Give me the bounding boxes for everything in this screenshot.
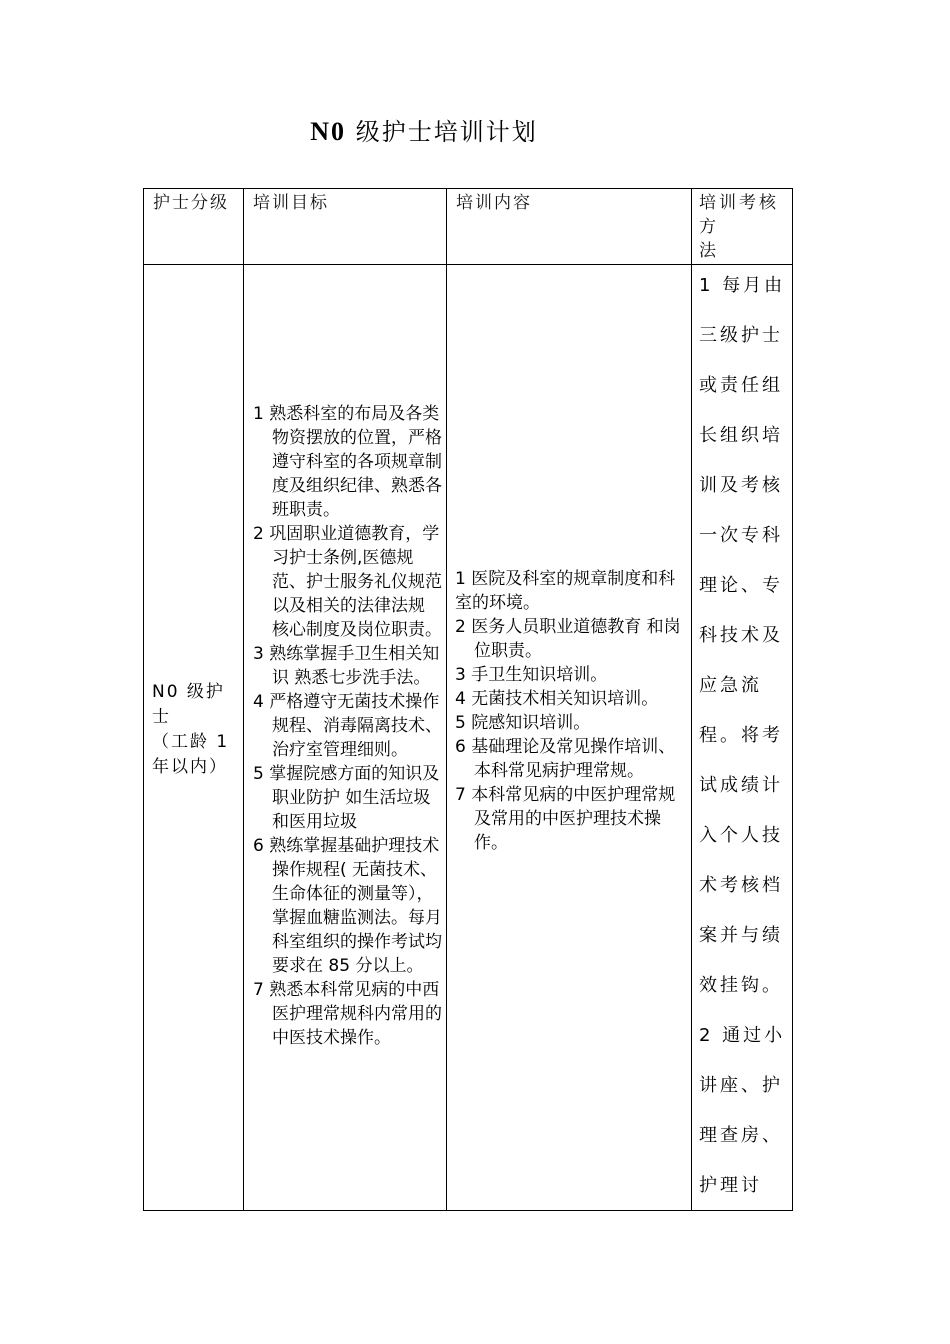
table-header-row bbox=[144, 189, 793, 265]
title-suffix: 级护士培训计划 bbox=[346, 118, 538, 146]
header-cell-level bbox=[144, 189, 244, 265]
content-item: 5 院感知识培训。 bbox=[455, 712, 591, 733]
header-content: 培训内容 bbox=[456, 193, 532, 213]
goal-item: 3 熟练掌握手卫生相关知识 熟悉七步洗手法。 bbox=[253, 643, 440, 688]
level-cell bbox=[144, 265, 244, 1211]
header-cell-content bbox=[447, 189, 692, 265]
goal-item: 5 掌握院感方面的知识及职业防护 如生活垃圾和医用垃圾 bbox=[253, 763, 440, 832]
content-item: 7 本科常见病的中医护理常规及常用的中医护理技术操作。 bbox=[455, 784, 676, 853]
content-item: 6 基础理论及常见操作培训、本科常见病护理常规。 bbox=[455, 736, 676, 781]
header-method: 培训考核方 法 bbox=[699, 193, 779, 261]
header-cell-goal bbox=[244, 189, 447, 265]
content-item: 4 无菌技术相关知识培训。 bbox=[455, 688, 659, 709]
header-goal: 培训目标 bbox=[253, 193, 329, 213]
goal-item: 2 巩固职业道德教育，学习护士条例,医德规范、护士服务礼仪规范以及相关的法律法规 核心制度及岗位职责。 bbox=[253, 523, 442, 640]
content-item: 3 手卫生知识培训。 bbox=[455, 664, 608, 685]
goal-item: 7 熟悉本科常见病的中西医护理常规科内常用的中医技术操作。 bbox=[253, 979, 442, 1048]
header-level: 护士分级 bbox=[153, 193, 229, 213]
header-cell-method bbox=[692, 189, 793, 265]
assessment-method: 1 每月由三级护士或责任组长组织培训及考核一次专科理论、专科技术及应急流程。将考试成绩计入个人技术考核档案并与绩效挂钩。2 通过小讲座、护理查房、护理讨 bbox=[699, 275, 786, 1196]
goal-list bbox=[244, 402, 446, 1050]
table-row bbox=[144, 265, 793, 1211]
document-title bbox=[0, 112, 848, 147]
title-prefix: N0 bbox=[310, 117, 347, 146]
nurse-level: N0 级护士 （工龄 1 年以内） bbox=[152, 681, 230, 777]
content-cell bbox=[447, 265, 692, 1211]
goal-item: 6 熟练掌握基础护理技术操作规程( 无菌技术、生命体征的测量等），掌握血糖监测法。每月科室组织的操作考试均要求在 85 分以上。 bbox=[253, 835, 442, 976]
goal-item: 4 严格遵守无菌技术操作规程、消毒隔离技术、治疗室管理细则。 bbox=[253, 691, 442, 760]
content-item: 2 医务人员职业道德教育 和岗位职责。 bbox=[455, 616, 681, 661]
method-cell bbox=[692, 265, 793, 1211]
content-list bbox=[447, 567, 691, 855]
goal-cell bbox=[244, 265, 447, 1211]
goal-item: 1 熟悉科室的布局及各类物资摆放的位置，严格遵守科室的各项规章制度及组织纪律、熟悉各班职责。 bbox=[253, 403, 442, 520]
training-plan-table bbox=[143, 188, 793, 1211]
content-item: 1 医院及科室的规章制度和科室的环境。 bbox=[455, 568, 676, 613]
